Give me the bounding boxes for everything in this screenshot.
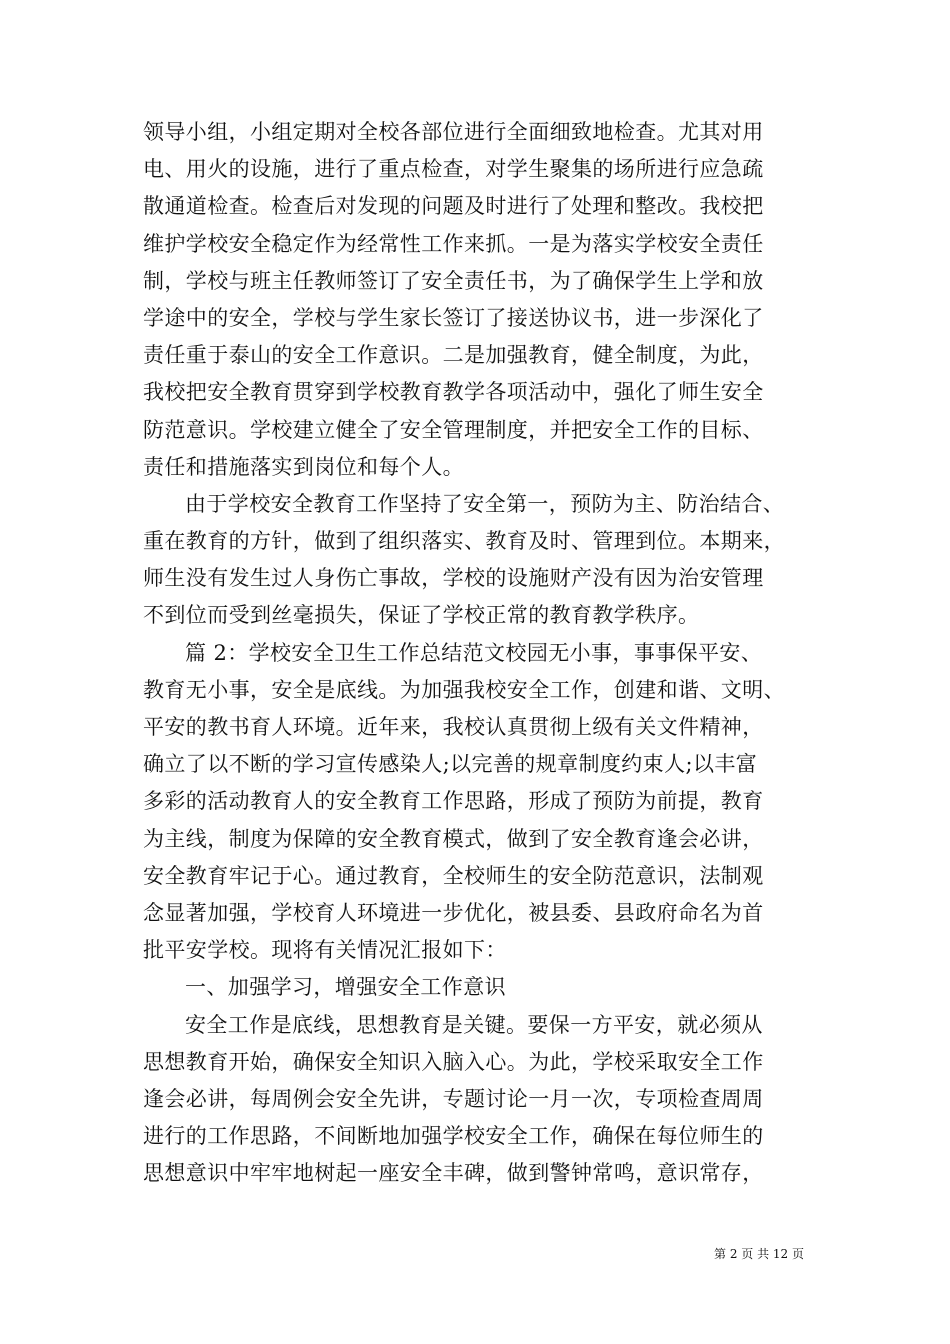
text-line: 由于学校安全教育工作坚持了安全第一，预防为主、防治结合、 bbox=[185, 491, 785, 516]
text-line: 多彩的活动教育人的安全教育工作思路，形成了预防为前提，教育 bbox=[143, 789, 764, 814]
text-line: 我校把安全教育贯穿到学校教育教学各项活动中，强化了师生安全 bbox=[143, 380, 764, 405]
text-line: 思想意识中牢牢地树起一座安全丰碑，做到警钟常鸣，意识常存， bbox=[143, 1161, 764, 1186]
text-line: 不到位而受到丝毫损失，保证了学校正常的教育教学秩序。 bbox=[143, 603, 700, 628]
text-line: 批平安学校。现将有关情况汇报如下： bbox=[143, 938, 507, 963]
text-line: 思想教育开始，确保安全知识入脑入心。为此，学校采取安全工作 bbox=[143, 1049, 764, 1074]
page-number: 第 2 页 共 12 页 bbox=[714, 1247, 804, 1261]
text-line: 教育无小事，安全是底线。为加强我校安全工作，创建和谐、文明、 bbox=[143, 677, 785, 702]
text-line: 篇 2：学校安全卫生工作总结范文校园无小事，事事保平安、 bbox=[185, 640, 763, 665]
text-line: 重在教育的方针，做到了组织落实、教育及时、管理到位。本期来， bbox=[143, 529, 785, 554]
text-line: 确立了以不断的学习宣传感染人;以完善的规章制度约束人;以丰富 bbox=[143, 752, 758, 777]
text-line: 制，学校与班主任教师签订了安全责任书，为了确保学生上学和放 bbox=[143, 268, 764, 293]
text-line: 一、加强学习，增强安全工作意识 bbox=[185, 975, 506, 1000]
text-line: 责任和措施落实到岗位和每个人。 bbox=[143, 454, 464, 479]
text-line: 进行的工作思路，不间断地加强学校安全工作，确保在每位师生的 bbox=[143, 1124, 764, 1149]
text-line: 责任重于泰山的安全工作意识。二是加强教育，健全制度，为此， bbox=[143, 343, 764, 368]
text-line: 为主线，制度为保障的安全教育模式，做到了安全教育逢会必讲， bbox=[143, 826, 764, 851]
text-line: 散通道检查。检查后对发现的问题及时进行了处理和整改。我校把 bbox=[143, 194, 764, 219]
text-line: 学途中的安全，学校与学生家长签订了接送协议书，进一步深化了 bbox=[143, 305, 764, 330]
body-text bbox=[143, 114, 807, 1192]
text-line: 念显著加强，学校育人环境进一步优化，被县委、县政府命名为首 bbox=[143, 900, 764, 925]
text-line: 安全工作是底线，思想教育是关键。要保一方平安，就必须从 bbox=[185, 1012, 763, 1037]
text-line: 维护学校安全稳定作为经常性工作来抓。一是为落实学校安全责任 bbox=[143, 231, 764, 256]
text-line: 电、用火的设施，进行了重点检查，对学生聚集的场所进行应急疏 bbox=[143, 157, 764, 182]
text-line: 防范意识。学校建立健全了安全管理制度，并把安全工作的目标、 bbox=[143, 417, 764, 442]
text-line: 安全教育牢记于心。通过教育，全校师生的安全防范意识，法制观 bbox=[143, 863, 764, 888]
text-line: 平安的教书育人环境。近年来，我校认真贯彻上级有关文件精神， bbox=[143, 715, 764, 739]
text-line: 逢会必讲，每周例会安全先讲，专题讨论一月一次，专项检查周周 bbox=[143, 1086, 764, 1111]
text-line: 领导小组，小组定期对全校各部位进行全面细致地检查。尤其对用 bbox=[143, 120, 764, 144]
text-line: 师生没有发生过人身伤亡事故，学校的设施财产没有因为治安管理 bbox=[143, 566, 764, 591]
